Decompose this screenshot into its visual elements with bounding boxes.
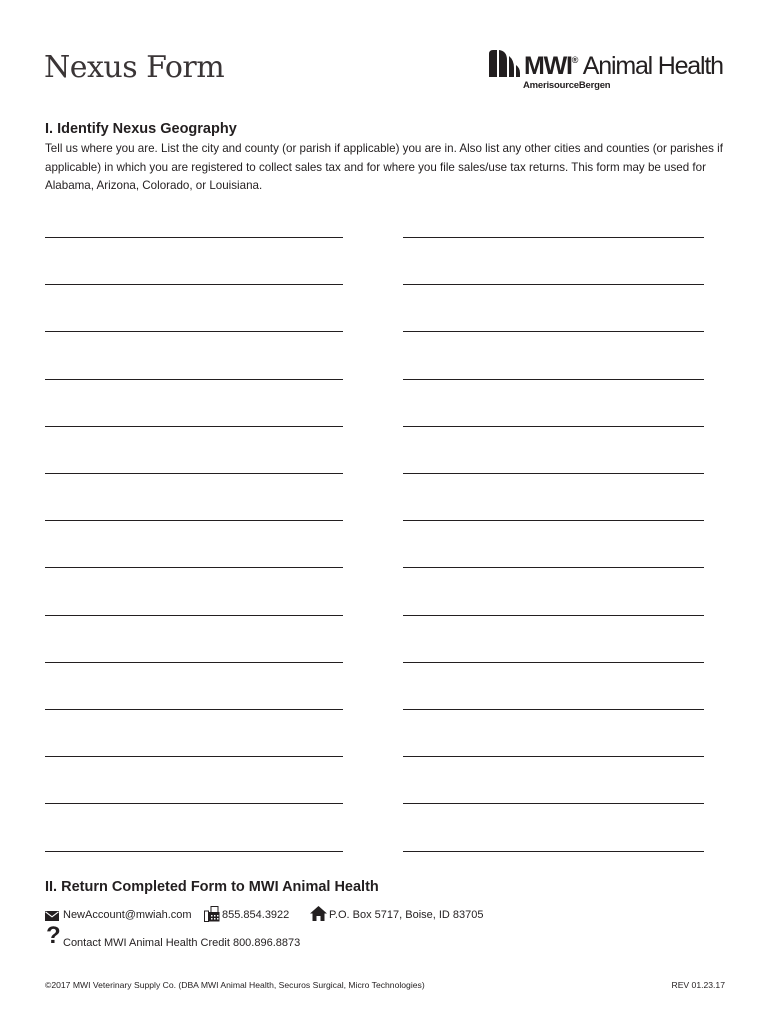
logo-wordmark-bold: MWI xyxy=(524,52,572,80)
question-mark-icon: ? xyxy=(46,922,61,949)
fill-line[interactable] xyxy=(45,851,343,852)
contact-info-row xyxy=(45,906,515,926)
help-contact-text: Contact MWI Animal Health Credit 800.896.8873 xyxy=(63,937,301,949)
contact-email[interactable]: NewAccount@mwiah.com xyxy=(63,909,192,921)
envelope-icon xyxy=(45,911,59,921)
fill-lines-left-column xyxy=(45,0,343,860)
contact-address: P.O. Box 5717, Boise, ID 83705 xyxy=(329,909,484,921)
contact-fax: 855.854.3922 xyxy=(222,909,290,921)
fill-line[interactable] xyxy=(403,709,704,710)
fill-line[interactable] xyxy=(403,237,704,238)
fill-line[interactable] xyxy=(403,803,704,804)
fill-line[interactable] xyxy=(45,756,343,757)
footer-revision: REV 01.23.17 xyxy=(671,980,725,990)
page-title: Nexus Form xyxy=(44,50,225,85)
fax-icon xyxy=(204,906,220,922)
fill-line[interactable] xyxy=(403,426,704,427)
fill-line[interactable] xyxy=(45,331,343,332)
section-2-heading: II. Return Completed Form to MWI Animal Health xyxy=(45,879,379,895)
footer-copyright: ©2017 MWI Veterinary Supply Co. (DBA MWI Animal Health, Securos Surgical, Micro Technologies) xyxy=(45,980,425,990)
logo-wordmark-rest: Animal Health xyxy=(578,52,723,80)
fill-line[interactable] xyxy=(45,615,343,616)
fill-line[interactable] xyxy=(403,662,704,663)
fill-line[interactable] xyxy=(403,379,704,380)
fill-line[interactable] xyxy=(403,615,704,616)
fill-line[interactable] xyxy=(45,662,343,663)
fill-line[interactable] xyxy=(403,331,704,332)
fill-line[interactable] xyxy=(403,567,704,568)
fill-line[interactable] xyxy=(403,851,704,852)
fill-line[interactable] xyxy=(45,284,343,285)
section-1-instructions: Tell us where you are. List the city and county (or parish if applicable) you are in. Also list any other cities and counties (or parishes if applicable) in which you are registered to collect sales tax and for where you file sales/use tax returns. This form may be used for Alabama, Arizona, Colorado, or Louisiana. xyxy=(45,142,723,192)
fill-line[interactable] xyxy=(45,426,343,427)
fill-line[interactable] xyxy=(403,520,704,521)
fill-line[interactable] xyxy=(45,237,343,238)
logo-registered-mark: ® xyxy=(571,55,579,65)
logo-subtitle: AmerisourceBergen xyxy=(523,80,611,91)
fill-line[interactable] xyxy=(45,567,343,568)
fill-line[interactable] xyxy=(45,803,343,804)
fill-line[interactable] xyxy=(403,284,704,285)
fill-line[interactable] xyxy=(403,756,704,757)
fill-line[interactable] xyxy=(403,473,704,474)
fill-lines-right-column xyxy=(403,0,704,860)
fill-line[interactable] xyxy=(45,520,343,521)
fill-line[interactable] xyxy=(45,709,343,710)
fill-line[interactable] xyxy=(45,473,343,474)
help-row xyxy=(45,922,345,952)
house-icon xyxy=(310,906,327,921)
fill-line[interactable] xyxy=(45,379,343,380)
section-1-heading: I. Identify Nexus Geography xyxy=(45,121,237,137)
